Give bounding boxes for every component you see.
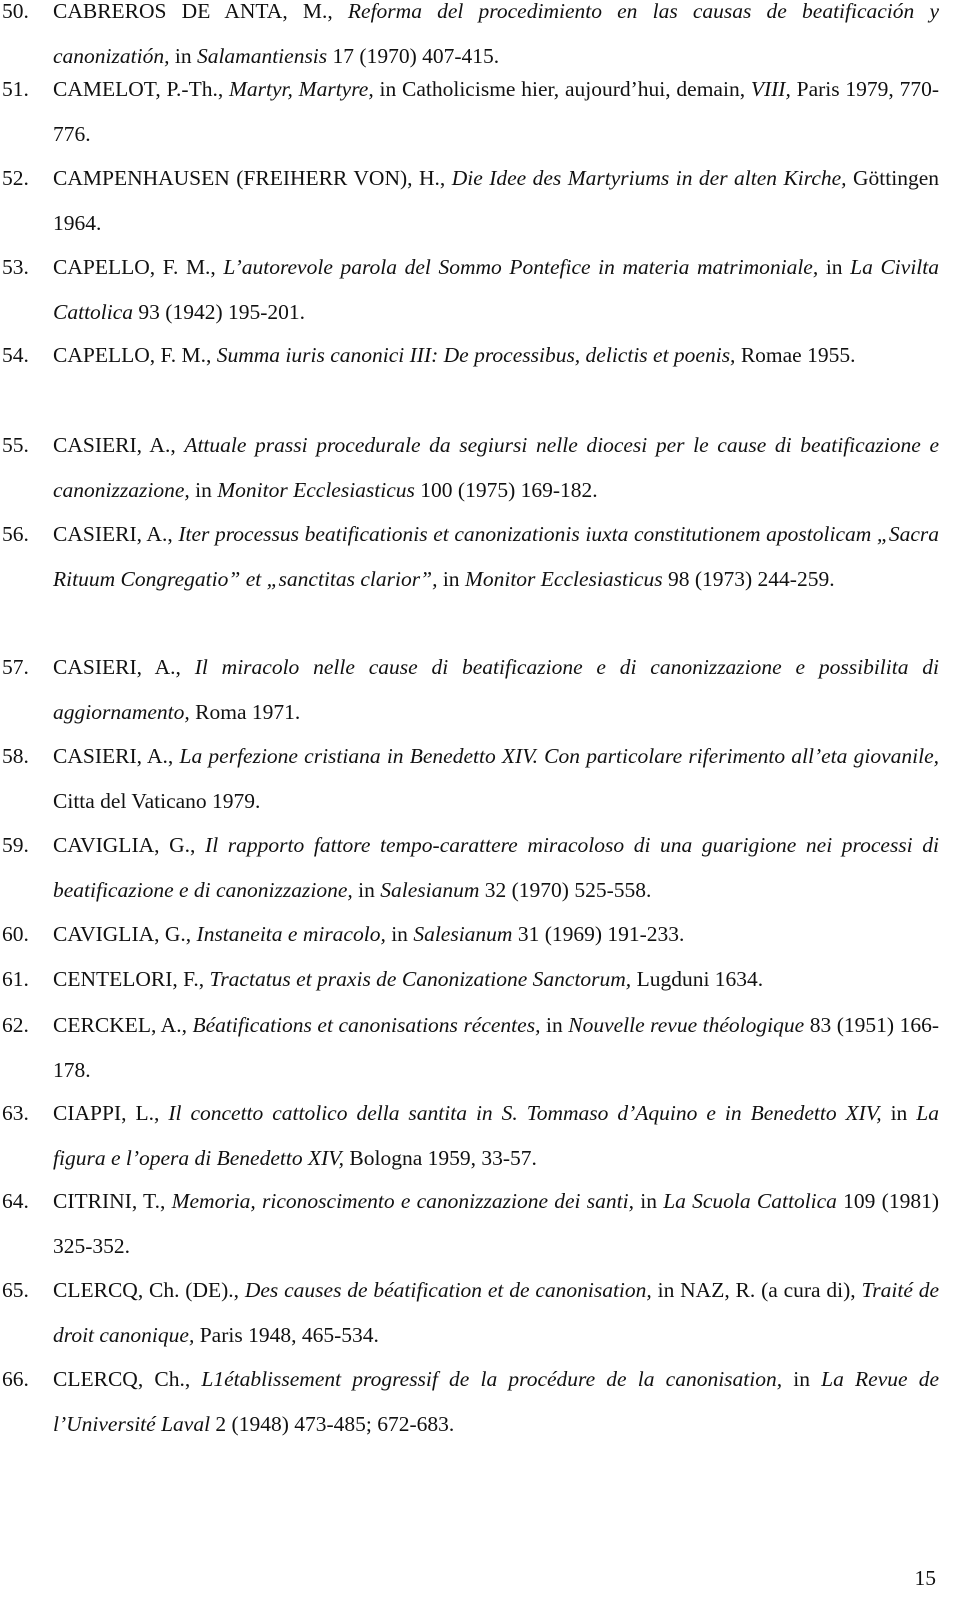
entry-number: 59. [2,833,29,857]
citation-text: in [540,1013,569,1037]
bibliography-entry [0,156,960,245]
citation-text: CLERCQ, Ch. (DE)., [53,1278,245,1302]
citation-text: Paris 1979, 770-776. [53,77,939,146]
citation-italic-text: Instaneita e miracolo, [196,922,386,946]
citation-italic-text: Attuale prassi procedurale da segiursi nelle diocesi per le cause di beatificazione e canonizzazione, [53,433,939,502]
citation-text: CAMELOT, P.-Th., [53,77,229,101]
citation-italic-text: Salesianum [380,877,480,902]
entry-number: 63. [2,1101,29,1125]
citation-text: in [189,477,218,502]
citation-text: Bologna 1959, 33-57. [344,1145,537,1170]
bibliography-entry [0,245,960,334]
citation-italic-text: La perfezione cristiana in Benedetto XIV. Con particolare riferimento all’eta giovanile, [179,744,939,768]
entry-citation [53,957,939,1002]
citation-text: Roma 1971. [189,699,301,724]
citation-text: 32 (1970) 525-558. [479,877,652,902]
citation-italic-text: Tractatus et praxis de Canonizatione Sanctorum, [209,967,632,991]
citation-text: CASIERI, A., [53,744,180,768]
entry-citation [53,245,939,334]
entry-citation [53,645,939,734]
bibliography-entry [0,512,960,601]
citation-text: 2 (1948) 473-485; 672-683. [210,1411,455,1436]
entry-number: 55. [2,433,29,457]
citation-italic-text: VIII, [750,77,791,101]
citation-text: CERCKEL, A., [53,1013,193,1037]
citation-italic-text: Summa iuris canonici III: De processibus, delictis et poenis, [216,343,736,367]
citation-italic-text: Die Idee des Martyriums in der alten Kirche, [451,166,847,190]
citation-italic-text: Salamantiensis [196,43,328,68]
bibliography-entry [0,645,960,734]
bibliography-entry [0,1091,960,1180]
citation-italic-text: Béatifications et canonisations récentes, [192,1013,541,1037]
citation-italic-text: Memoria, riconoscimento e canonizzazione dei santi, [171,1189,634,1213]
bibliography-entry [0,1179,960,1268]
entry-number: 50. [2,0,29,23]
entry-citation [53,734,939,823]
citation-text: CASIERI, A., [53,655,195,679]
citation-text: 109 (1981) 325-352. [53,1189,939,1258]
citation-text: in [633,1189,664,1213]
citation-italic-text: Traité de droit canonique, [53,1278,939,1347]
citation-text: CITRINI, T., [53,1189,172,1213]
bibliography-entry [0,823,960,912]
bibliography-entry [0,957,960,1002]
citation-text: in [782,1367,822,1391]
citation-text: CAPELLO, F. M., [53,343,217,367]
bibliography-entry [0,1003,960,1092]
entry-citation [53,1091,939,1180]
citation-italic-text: La Revue de l’Université Laval [53,1367,940,1436]
citation-italic-text: Il miracolo nelle cause di beatificazione e di canonizzazione e possibilita di aggiornamento, [53,655,939,724]
entry-citation [53,512,939,601]
entry-citation [53,1003,939,1092]
citation-text: Lugduni 1634. [631,967,764,991]
citation-text: CASIERI, A., [53,433,185,457]
citation-italic-text: Monitor Ecclesiasticus [217,477,415,502]
citation-text: Citta del Vaticano 1979. [53,788,261,813]
bibliography-entry [0,1357,960,1446]
citation-text: CAMPENHAUSEN (FREIHERR VON), H., [53,166,452,190]
citation-text: CABREROS DE ANTA, M., [53,0,348,23]
bibliography-entry [0,67,960,156]
citation-text: CAPELLO, F. M., [53,255,224,279]
entry-number: 58. [2,744,29,768]
citation-italic-text: La figura e l’opera di Benedetto XIV, [53,1101,939,1170]
citation-text: CENTELORI, F., [53,967,210,991]
entry-number: 54. [2,343,29,367]
entry-number: 65. [2,1278,29,1302]
citation-text: 100 (1975) 169-182. [414,477,598,502]
citation-italic-text: Iter processus beatificationis et canonizationis iuxta constitutionem apostolicam „Sacra Rituum Congregatio” et „sanctitas clarior”, [53,522,939,591]
bibliography-entry [0,423,960,512]
citation-italic-text: Reforma del procedimiento en las causas de beatificación y canonizatión, [53,0,939,68]
citation-italic-text: Salesianum [413,922,513,946]
citation-text: CAVIGLIA, G., [53,922,197,946]
citation-text: CLERCQ, Ch., [53,1367,202,1391]
citation-text: in [437,566,465,591]
entry-number: 51. [2,77,29,101]
citation-text: in [818,255,851,279]
entry-citation [53,912,939,957]
citation-italic-text: Monitor Ecclesiasticus [464,566,663,591]
entry-citation [53,1268,939,1357]
bibliography-entry [0,912,960,957]
citation-text: in [169,43,197,68]
citation-italic-text: L1établissement progressif de la procédure de la canonisation, [201,1367,783,1391]
entry-citation [53,823,939,912]
entry-citation [53,1179,939,1268]
citation-italic-text: Il rapporto fattore tempo-carattere miracoloso di una guarigione nei processi di beatificazione e di canonizzazione, [53,833,939,902]
entry-citation [53,156,939,245]
entry-citation [53,423,939,512]
entry-citation [53,333,939,378]
citation-italic-text: L’autorevole parola del Sommo Pontefice in materia matrimoniale, [223,255,819,279]
citation-text: in [385,922,414,946]
citation-italic-text: Des causes de béatification et de canonisation, [244,1278,652,1302]
citation-italic-text: Il concetto cattolico della santita in S. Tommaso d’Aquino e in Benedetto XIV, [168,1101,882,1125]
citation-text: 83 (1951) 166-178. [53,1013,939,1082]
citation-text: 31 (1969) 191-233. [512,922,685,946]
citation-text: in [352,877,381,902]
citation-text: CASIERI, A., [53,522,179,546]
entry-number: 57. [2,655,29,679]
entry-citation [53,67,939,156]
page-number: 15 [914,1566,936,1590]
bibliography-entry [0,1268,960,1357]
citation-italic-text: La Civilta Cattolica [53,255,939,324]
citation-italic-text: Martyr, Martyre, [229,77,374,101]
citation-italic-text: Nouvelle revue théologique [568,1013,805,1037]
citation-text: 98 (1973) 244-259. [662,566,835,591]
entry-number: 62. [2,1013,29,1037]
citation-italic-text: La Scuola Cattolica [663,1189,837,1213]
bibliography-entry [0,333,960,378]
citation-text: in [881,1101,917,1125]
citation-text: in Catholicisme hier, aujourd’hui, demain, [373,77,751,101]
citation-text: Göttingen 1964. [53,166,939,235]
entry-number: 64. [2,1189,29,1213]
citation-text: Paris 1948, 465-534. [194,1322,379,1347]
citation-text: CAVIGLIA, G., [53,833,206,857]
entry-number: 52. [2,166,29,190]
citation-text: CIAPPI, L., [53,1101,169,1125]
citation-text: in NAZ, R. (a cura di), [651,1278,862,1302]
entry-number: 53. [2,255,29,279]
citation-text: 93 (1942) 195-201. [133,299,306,324]
entry-citation [53,1357,939,1446]
citation-text: Romae 1955. [735,343,856,367]
bibliography-entry [0,734,960,823]
entry-number: 56. [2,522,29,546]
citation-text: 17 (1970) 407-415. [327,43,500,68]
entry-number: 61. [2,967,29,991]
entry-number: 60. [2,922,29,946]
entry-number: 66. [2,1367,29,1391]
